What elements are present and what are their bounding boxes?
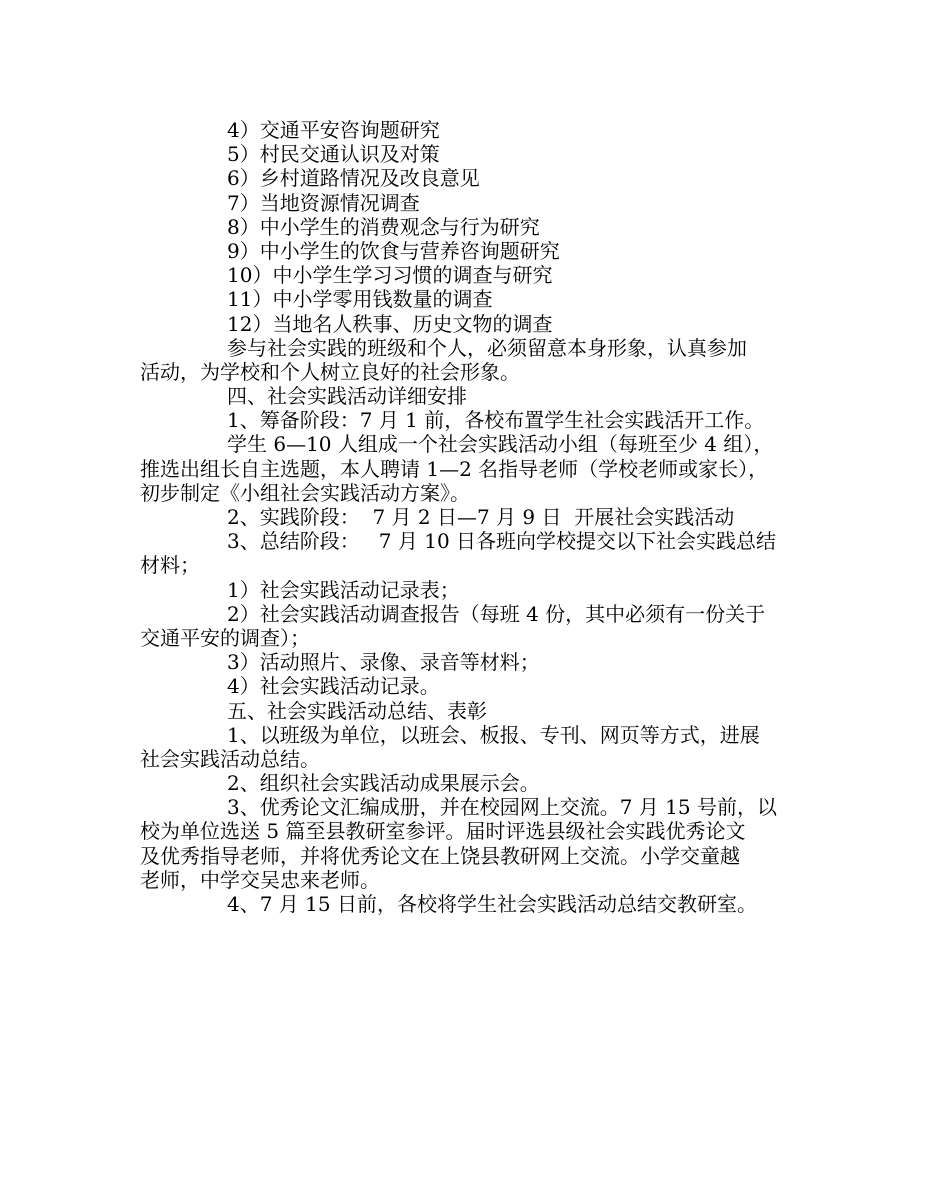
text-line: 12）当地名人秩事、历史文物的调查 — [227, 311, 553, 336]
text-line: 推选出组长自主选题，本人聘请 1—2 名指导老师（学校老师或家长）， — [140, 456, 769, 481]
text-line: 社会实践活动总结。 — [140, 746, 320, 771]
text-line: 5）村民交通认识及对策 — [227, 142, 440, 167]
text-line: 6）乡村道路情况及改良意见 — [227, 166, 480, 191]
text-line: 及优秀指导老师，并将优秀论文在上饶县教研网上交流。小学交童越 — [140, 843, 740, 868]
section-heading: 五、社会实践活动总结、表彰 — [227, 698, 487, 723]
text-line: 校为单位选送 5 篇至县教研室参评。届时评选县级社会实践优秀论文 — [140, 819, 746, 844]
text-line: 2、实践阶段： 7 月 2 日—7 月 9 日 开展社会实践活动 — [227, 505, 735, 529]
text-line: 10）中小学生学习习惯的调查与研究 — [227, 263, 553, 288]
text-line: 2）社会实践活动调查报告（每班 4 份，其中必须有一份关于 — [227, 601, 766, 626]
text-line: 2、组织社会实践活动成果展示会。 — [227, 771, 540, 796]
text-line: 4）交通平安咨询题研究 — [227, 118, 440, 142]
text-line: 8）中小学生的消费观念与行为研究 — [227, 214, 540, 239]
section-heading: 四、社会实践活动详细安排 — [227, 384, 467, 409]
text-line: 活动，为学校和个人树立良好的社会形象。 — [140, 359, 520, 384]
text-line: 1）社会实践活动记录表； — [227, 577, 460, 602]
text-line: 9）中小学生的饮食与营养咨询题研究 — [227, 238, 560, 263]
document-body — [140, 118, 815, 916]
text-line: 1、以班级为单位，以班会、板报、专刊、网页等方式，进展 — [227, 722, 760, 747]
text-line: 参与社会实践的班级和个人，必须留意本身形象，认真参加 — [227, 335, 747, 360]
text-line: 7）当地资源情况调查 — [227, 190, 420, 215]
text-line: 3、优秀论文汇编成册，并在校园网上交流。7 月 15 号前，以 — [227, 795, 777, 820]
text-line: 3、总结阶段： 7 月 10 日各班向学校提交以下社会实践总结 — [227, 529, 777, 554]
text-line: 学生 6—10 人组成一个社会实践活动小组（每班至少 4 组）， — [227, 432, 774, 457]
text-line: 4、7 月 15 日前，各校将学生社会实践活动总结交教研室。 — [227, 892, 757, 916]
text-line: 材料； — [140, 553, 200, 578]
text-line: 交通平安的调查）； — [140, 625, 310, 650]
text-line: 1、筹备阶段：7 月 1 前，各校布置学生社会实践活开工作。 — [227, 408, 765, 433]
text-line: 初步制定《小组社会实践活动方案》。 — [140, 480, 470, 505]
text-line: 老师，中学交吴忠来老师。 — [140, 867, 380, 892]
text-line: 4）社会实践活动记录。 — [227, 674, 440, 699]
text-line: 3）活动照片、录像、录音等材料； — [227, 650, 540, 675]
text-line: 11）中小学零用钱数量的调查 — [227, 287, 493, 312]
